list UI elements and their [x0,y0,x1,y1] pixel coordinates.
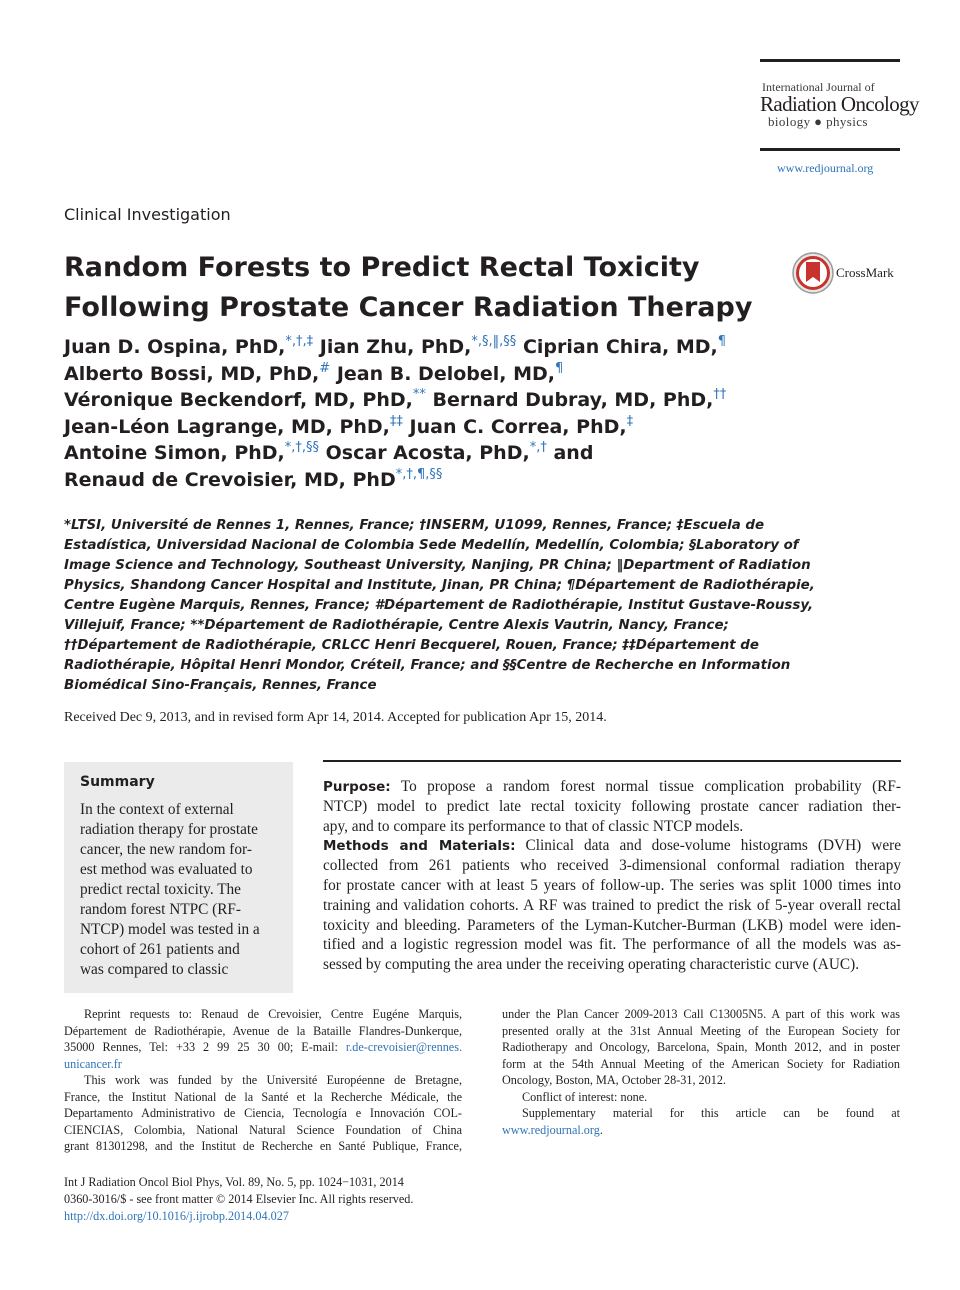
author-name: Jean B. Delobel, MD, [336,362,555,385]
summary-line: est method was evaluated to [80,861,253,878]
author-line [64,440,764,467]
title-line: Random Forests to Predict Rectal Toxicity [64,252,700,283]
citation-block [64,1174,413,1225]
author-affiliation-marks[interactable]: *,§,‖,§§ [471,334,517,349]
author-affiliation-marks[interactable]: *,†,‡ [285,334,314,349]
author-affiliation-marks[interactable]: # [319,360,331,376]
affiliations [64,516,815,696]
summary-line: was compared to classic [80,961,229,978]
journal-url-link[interactable]: www.redjournal.org [777,161,874,175]
conflict-of-interest: Conflict of interest: none. [522,1089,648,1104]
affiliation-line: Radiothérapie, Hôpital Henri Mondor, Créteil, France; and §§Centre de Recherche en Information [64,658,791,673]
footnote-line: Departamento Administrativo de Ciencia, Tecnología e Innovación COL- [64,1106,462,1120]
summary-body [80,800,280,980]
doi-link[interactable]: http://dx.doi.org/10.1016/j.ijrobp.2014.04.027 [64,1209,289,1223]
author-affiliation-marks[interactable]: *,†,§§ [284,440,320,456]
email-link[interactable]: r.de-crevoisier@rennes. [345,1040,462,1054]
summary-line: cancer, the new random for- [80,841,252,858]
author-line [64,467,764,494]
author-line [64,387,764,414]
footnote-text: 35000 Rennes, Tel: +33 2 99 25 30 00; E-mail: [64,1040,338,1054]
title-line: Following Prostate Cancer Radiation Therapy [64,292,753,323]
author-affiliation-marks[interactable]: ¶ [555,360,564,376]
author-name: Alberto Bossi, MD, PhD, [64,362,320,385]
footnote-text: . [599,1122,603,1137]
journal-top-rule [760,59,900,62]
methods-heading: Methods and Materials: [323,838,516,855]
affiliation-line: Image Science and Technology, Southeast University, Nanjing, PR China; ‖Department of Radiation [64,558,811,573]
author-name: Ciprian Chira, MD, [522,336,718,358]
author-name: Jean-Léon Lagrange, MD, PhD, [64,415,390,438]
email-link[interactable]: unicancer.fr [64,1056,122,1071]
affiliation-line: Physics, Shandong Cancer Hospital and Institute, Jinan, PR China; ¶Département de Radiothérapie, [64,578,815,593]
footnote-line [502,1122,900,1139]
author-affiliation-marks[interactable]: *,†,¶,§§ [395,466,443,482]
abstract-line: apy, and to compare its performance to that of classic NTCP models. [323,817,744,835]
abstract-text: Clinical data and dose-volume histograms (DVH) were [525,837,901,855]
citation-line: Int J Radiation Oncol Biol Phys, Vol. 89, No. 5, pp. 1024−1031, 2014 [64,1175,404,1189]
abstract [323,777,901,975]
footnote-line [64,1056,462,1073]
author-conjunction: and [553,442,594,465]
footnote-line: under the Plan Cancer 2009-2013 Call C13005N5. A part of this work was [502,1007,900,1021]
supplementary-link[interactable]: www.redjournal.org [502,1122,600,1137]
author-name: Antoine Simon, PhD, [64,442,285,465]
footnote-line: Oncology, Boston, MA, October 28-31, 2012. [502,1073,726,1087]
abstract-line: for prostate cancer with at least 5 years of follow-up. The series was split 1000 times into [323,876,901,894]
footnotes-left [64,1006,462,1155]
abstract-line: training and validation cohorts. A RF was trained to predict the risk of 5-year overall rectal [323,896,901,914]
author-name: Juan D. Ospina, PhD, [64,336,286,358]
abstract-line: sessed by computing the area under the receiving operating characteristic curve (AUC). [323,956,860,974]
summary-line: radiation therapy for prostate [80,821,258,838]
section-label: Clinical Investigation [64,205,231,224]
abstract-line: toxicity and bleeding. Parameters of the Lyman-Kutcher-Burman (LKB) model were iden- [323,916,901,934]
author-affiliation-marks[interactable]: ¶ [717,334,727,349]
purpose-heading: Purpose: [323,779,391,795]
author-name: Véronique Beckendorf, MD, PhD, [64,389,413,412]
author-line [64,334,764,361]
author-affiliation-marks[interactable]: ‡‡ [389,413,403,429]
abstract-top-rule [323,760,901,762]
affiliation-line: Villejuif, France; **Département de Radiothérapie, Centre Alexis Vautrin, Nancy, France; [64,618,729,633]
author-affiliation-marks[interactable]: ** [412,387,426,403]
author-name: Bernard Dubray, MD, PhD, [432,389,714,412]
abstract-line [323,777,901,797]
footnote-line: This work was funded by the Université Européenne de Bretagne, [84,1073,462,1087]
summary-line: NTCP) model was tested in a [80,921,260,938]
abstract-line [323,836,901,856]
author-affiliation-marks[interactable]: †† [713,387,727,403]
author-line [64,414,764,441]
affiliation-line: Centre Eugène Marquis, Rennes, France; #Département de Radiothérapie, Institut Gustave-Roussy, [64,598,814,613]
author-name: Juan C. Correa, PhD, [409,415,627,438]
journal-bottom-rule [760,148,900,151]
journal-name-line2: Radiation Oncology [760,92,919,116]
affiliation-line: *LTSI, Université de Rennes 1, Rennes, France; †INSERM, U1099, Rennes, France; ‡Escuela de [64,518,765,533]
summary-box [64,762,293,993]
author-name: Jian Zhu, PhD, [319,336,472,358]
article-title [64,248,754,328]
affiliation-line: Biomédical Sino-Français, Rennes, France [64,678,377,693]
footnote-line: CIENCIAS, Colombia, National Natural Science Foundation of China [64,1122,462,1137]
author-name: Renaud de Crevoisier, MD, PhD [64,468,396,491]
journal-name-line3: biology ● physics [768,114,868,129]
footnote-line: grant 81301298, and the Institut de Recherche en Santé Publique, France, [64,1139,462,1153]
journal-name-line1: International Journal of [762,80,875,94]
author-affiliation-marks[interactable]: *,† [529,440,547,456]
summary-line: random forest NTPC (RF- [80,901,242,918]
author-affiliation-marks[interactable]: ‡ [626,413,634,429]
summary-line: In the context of external [80,801,234,818]
received-dates: Received Dec 9, 2013, and in revised form Apr 14, 2014. Accepted for publication Apr 15, 2014. [64,710,607,725]
citation-line: 0360-3016/$ - see front matter © 2014 Elsevier Inc. All rights reserved. [64,1192,414,1206]
abstract-line: tified and a logistic regression model was fit. The performance of all the models was as- [323,936,901,954]
abstract-line: NTCP) model to predict late rectal toxicity following prostate cancer radiation ther- [323,797,901,815]
summary-heading: Summary [80,774,155,790]
footnote-line [64,1039,462,1056]
footnote-line: form at the 54th Annual Meeting of the American Society for Radiation [502,1056,900,1071]
author-name: Oscar Acosta, PhD, [325,442,530,465]
footnote-line: France, the Institut National de la Santé et la Recherche Médicale, the [64,1089,462,1104]
author-list [64,334,764,494]
abstract-line: collected from 261 patients who received 3-dimensional conformal radiation therapy [323,857,901,875]
footnote-line: Reprint requests to: Renaud de Crevoisier, Centre Eugéne Marquis, [84,1007,462,1021]
summary-line: cohort of 261 patients and [80,941,240,958]
footnote-line: Supplementary material for this article can be found at [522,1106,900,1120]
affiliation-line: ††Département de Radiothérapie, CRLCC Henri Becquerel, Rouen, France; ‡‡Département de [64,638,759,653]
footnote-line: Département de Radiothérapie, Avenue de la Bataille Flandres-Dunkerque, [64,1023,462,1038]
abstract-text: To propose a random forest normal tissue complication probability (RF- [400,778,901,795]
crossmark-label: CrossMark [836,265,894,280]
author-line [64,361,764,388]
footnotes-right [502,1006,900,1138]
footnote-line: Radiotherapy and Oncology, Barcelona, Spain, Month 2012, and in poster [502,1040,900,1054]
footnote-line: presented orally at the 31st Annual Meeting of the European Society for [502,1023,900,1038]
summary-line: predict rectal toxicity. The [80,881,241,898]
affiliation-line: Estadística, Universidad Nacional de Colombia Sede Medellín, Medellín, Colombia; §Laboratory of [64,538,799,553]
